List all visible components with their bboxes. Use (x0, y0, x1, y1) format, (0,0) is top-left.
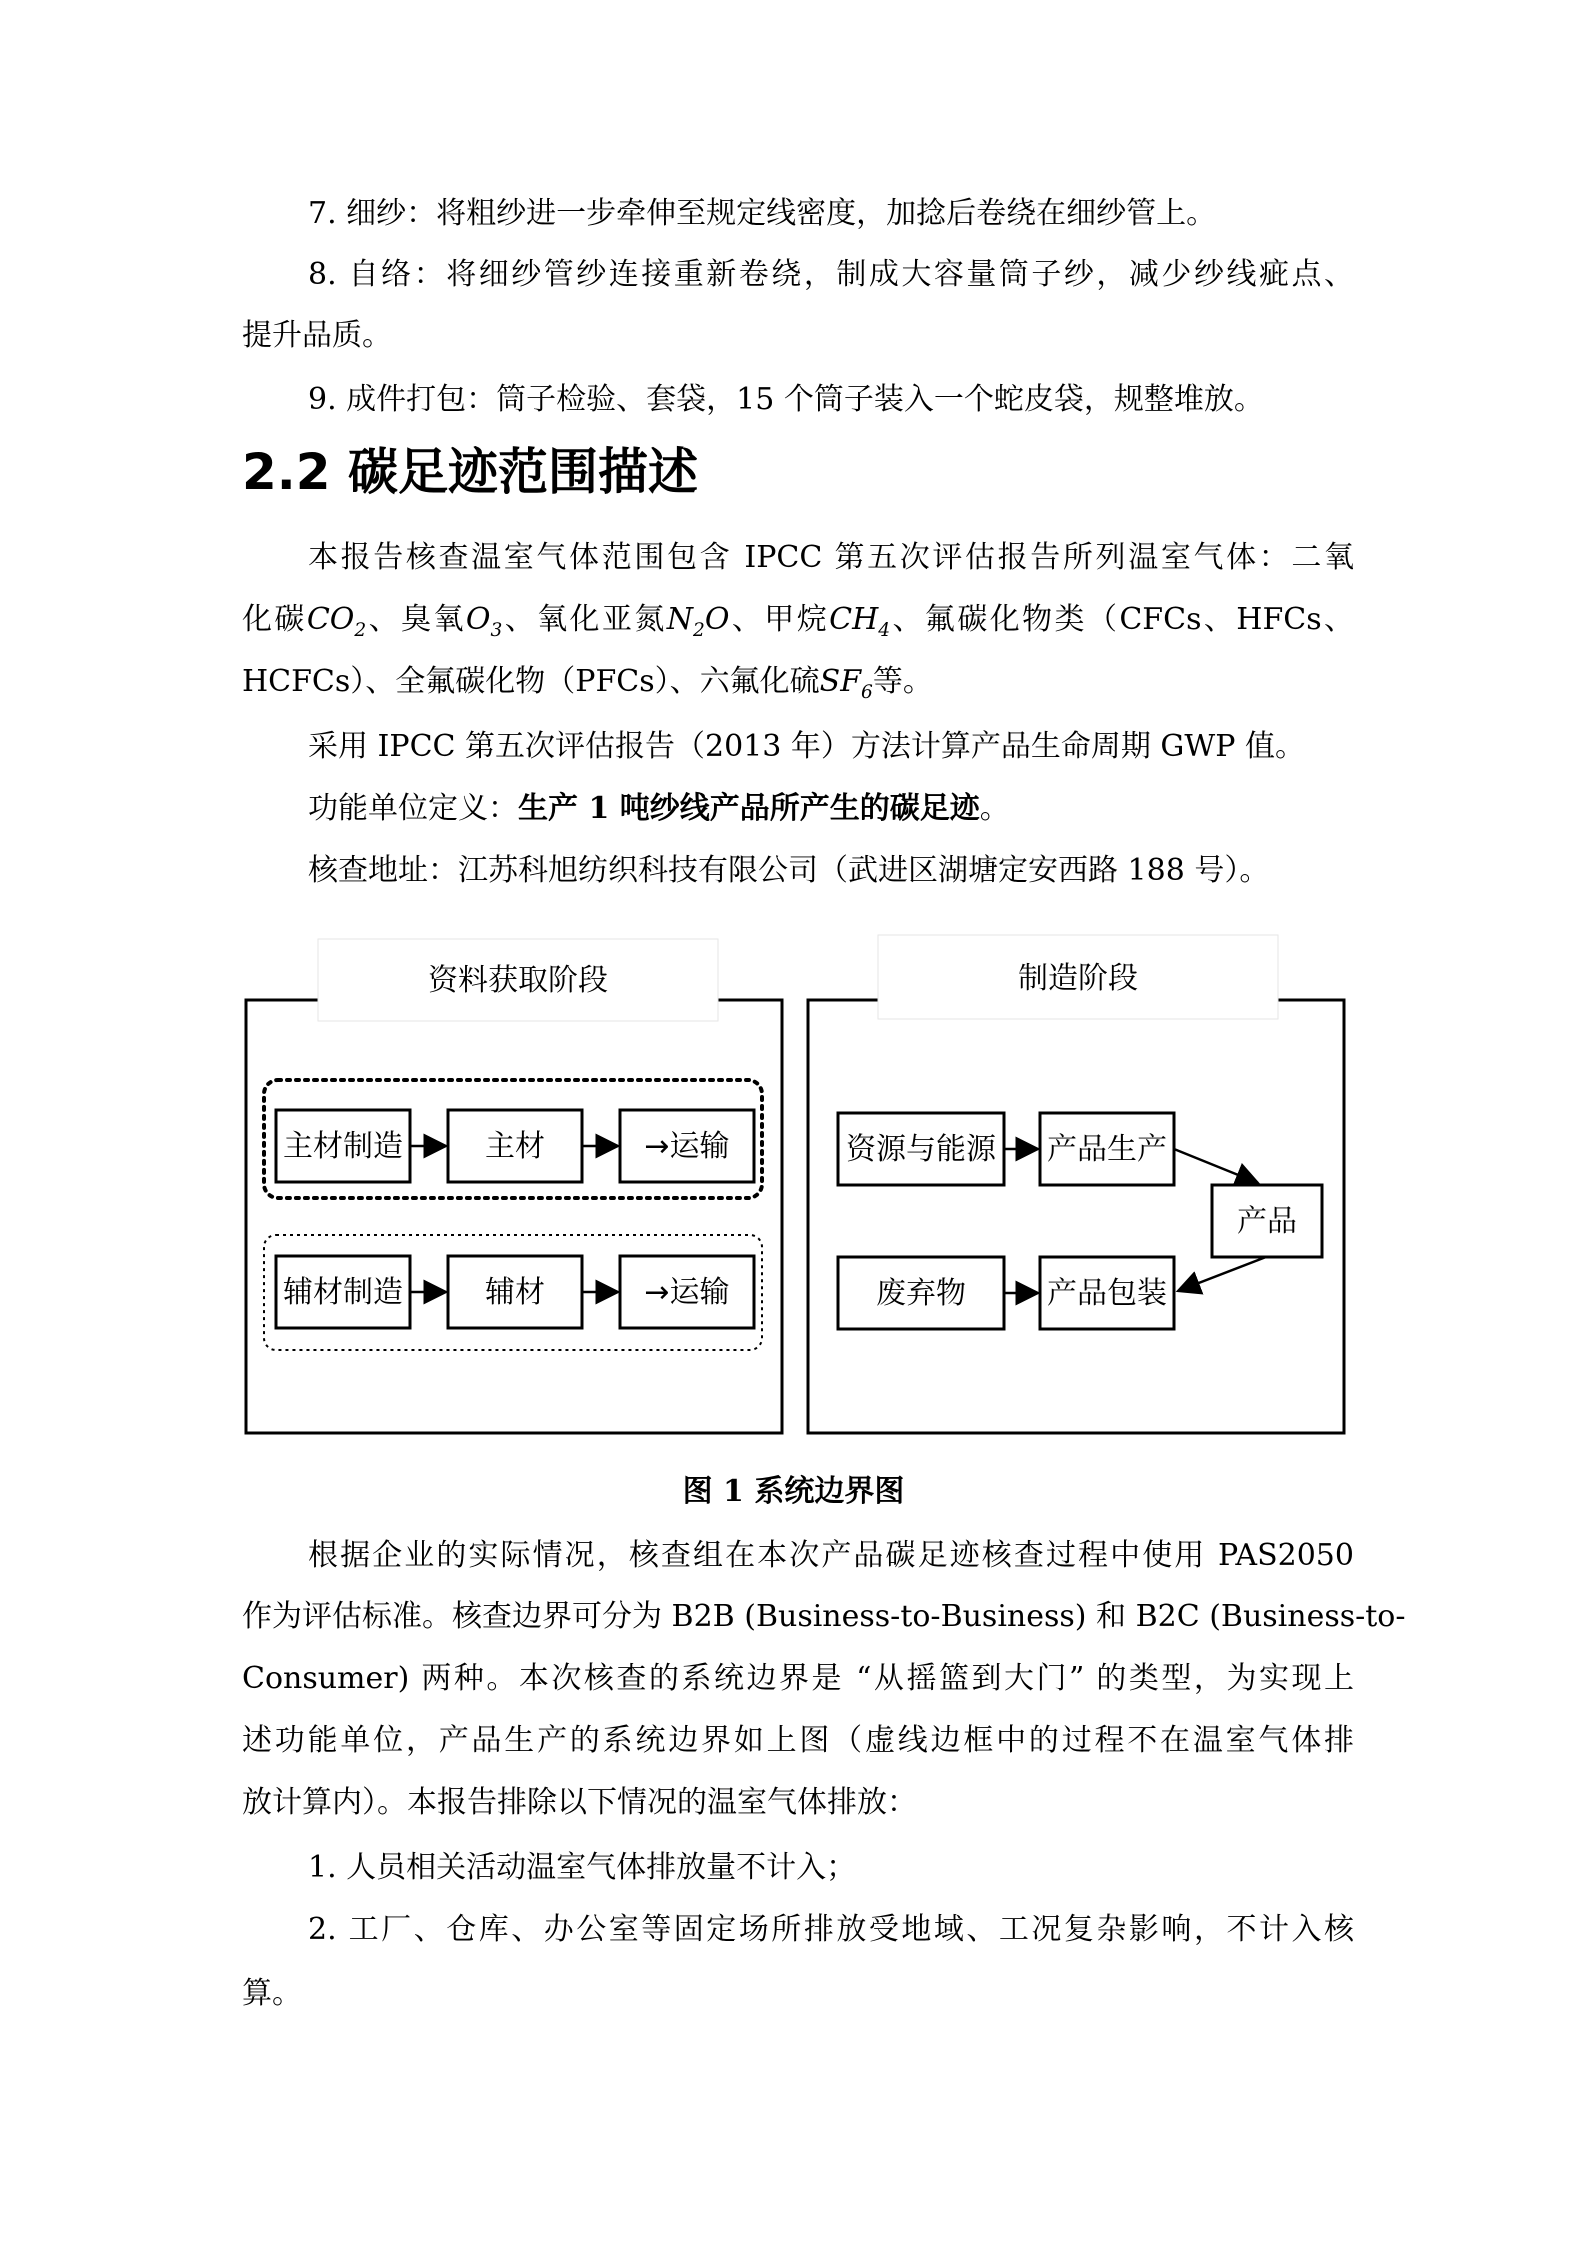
functional-unit-definition: 生产 1 吨纱线产品所产生的碳足迹 (518, 791, 980, 826)
manufacturing-stage-title: 制造阶段 (1018, 961, 1138, 996)
product-production-label: 产品生产 (1047, 1132, 1167, 1167)
main-material-manufacturing-label: 主材制造 (283, 1129, 403, 1164)
main-transport-label: →运输 (644, 1129, 730, 1164)
boundary-paragraph-line-5: 放计算内）。本报告排除以下情况的温室气体排放： (242, 1785, 917, 1820)
functional-unit-paragraph: 功能单位定义：生产 1 吨纱线产品所产生的碳足迹。 (308, 791, 1010, 826)
ch4-formula: $CH_4$ (829, 602, 891, 641)
aux-transport-label: →运输 (644, 1275, 730, 1310)
section-heading: 2.2 碳足迹范围描述 (242, 443, 698, 501)
product-packaging-label: 产品包装 (1047, 1276, 1167, 1311)
n2o-formula: $N_2O$ (666, 602, 730, 641)
ghg-scope-line-2: 化碳$CO_2$、臭氧$O_3$、氧化亚氮$N_2O$、甲烷$CH_4$、氟碳化物类（CFCs、HFCs、 (242, 602, 1355, 641)
list-item-8: 8. 自络：将细纱管纱连接重新卷绕，制成大容量筒子纱，减少纱线疵点、 (308, 257, 1354, 292)
raw-material-stage-box (246, 1000, 782, 1433)
figure-caption: 图 1 系统边界图 (682, 1474, 905, 1509)
exclusion-item-2: 2. 工厂、仓库、办公室等固定场所排放受地域、工况复杂影响，不计入核 (308, 1912, 1354, 1947)
system-boundary-diagram (240, 925, 1360, 1445)
boundary-paragraph-line-4: 述功能单位，产品生产的系统边界如上图（虚线边框中的过程不在温室气体排 (242, 1723, 1354, 1758)
raw-material-stage-title: 资料获取阶段 (428, 963, 608, 998)
co2-formula: $CO_2$ (306, 602, 367, 641)
exclusion-item-1: 1. 人员相关活动温室气体排放量不计入； (308, 1850, 857, 1885)
list-item-9: 9. 成件打包：筒子检验、套袋，15 个筒子装入一个蛇皮袋，规整堆放。 (308, 382, 1264, 417)
method-paragraph: 采用 IPCC 第五次评估报告（2013 年）方法计算产品生命周期 GWP 值。 (308, 729, 1305, 764)
ghg-scope-line-1: 本报告核查温室气体范围包含 IPCC 第五次评估报告所列温室气体：二氧 (308, 540, 1354, 575)
list-item-7: 7. 细纱：将粗纱进一步牵伸至规定线密度，加捻后卷绕在细纱管上。 (308, 196, 1217, 231)
list-item-8-cont: 提升品质。 (242, 318, 392, 353)
ghg-scope-line-3: HCFCs）、全氟碳化物（PFCs）、六氟化硫$SF_6$等。 (242, 664, 933, 703)
boundary-paragraph-line-3: Consumer) 两种。本次核查的系统边界是 “从摇篮到大门” 的类型，为实现上 (242, 1661, 1354, 1696)
aux-material-manufacturing-label: 辅材制造 (283, 1275, 403, 1310)
resources-energy-label: 资源与能源 (846, 1132, 996, 1167)
address-paragraph: 核查地址：江苏科旭纺织科技有限公司（武进区湖塘定安西路 188 号）。 (308, 853, 1270, 888)
boundary-paragraph-line-1: 根据企业的实际情况，核查组在本次产品碳足迹核查过程中使用 PAS2050 (308, 1538, 1354, 1573)
sf6-formula: $SF_6$ (819, 664, 873, 703)
o3-formula: $O_3$ (465, 602, 503, 641)
main-material-label: 主材 (485, 1129, 545, 1164)
product-label: 产品 (1237, 1204, 1297, 1239)
aux-material-label: 辅材 (485, 1275, 545, 1310)
exclusion-item-2-cont: 算。 (242, 1976, 302, 2011)
boundary-paragraph-line-2: 作为评估标准。核查边界可分为 B2B (Business-to-Business) 和 B2C (Business-to- (242, 1599, 1406, 1634)
waste-label: 废弃物 (876, 1276, 966, 1311)
